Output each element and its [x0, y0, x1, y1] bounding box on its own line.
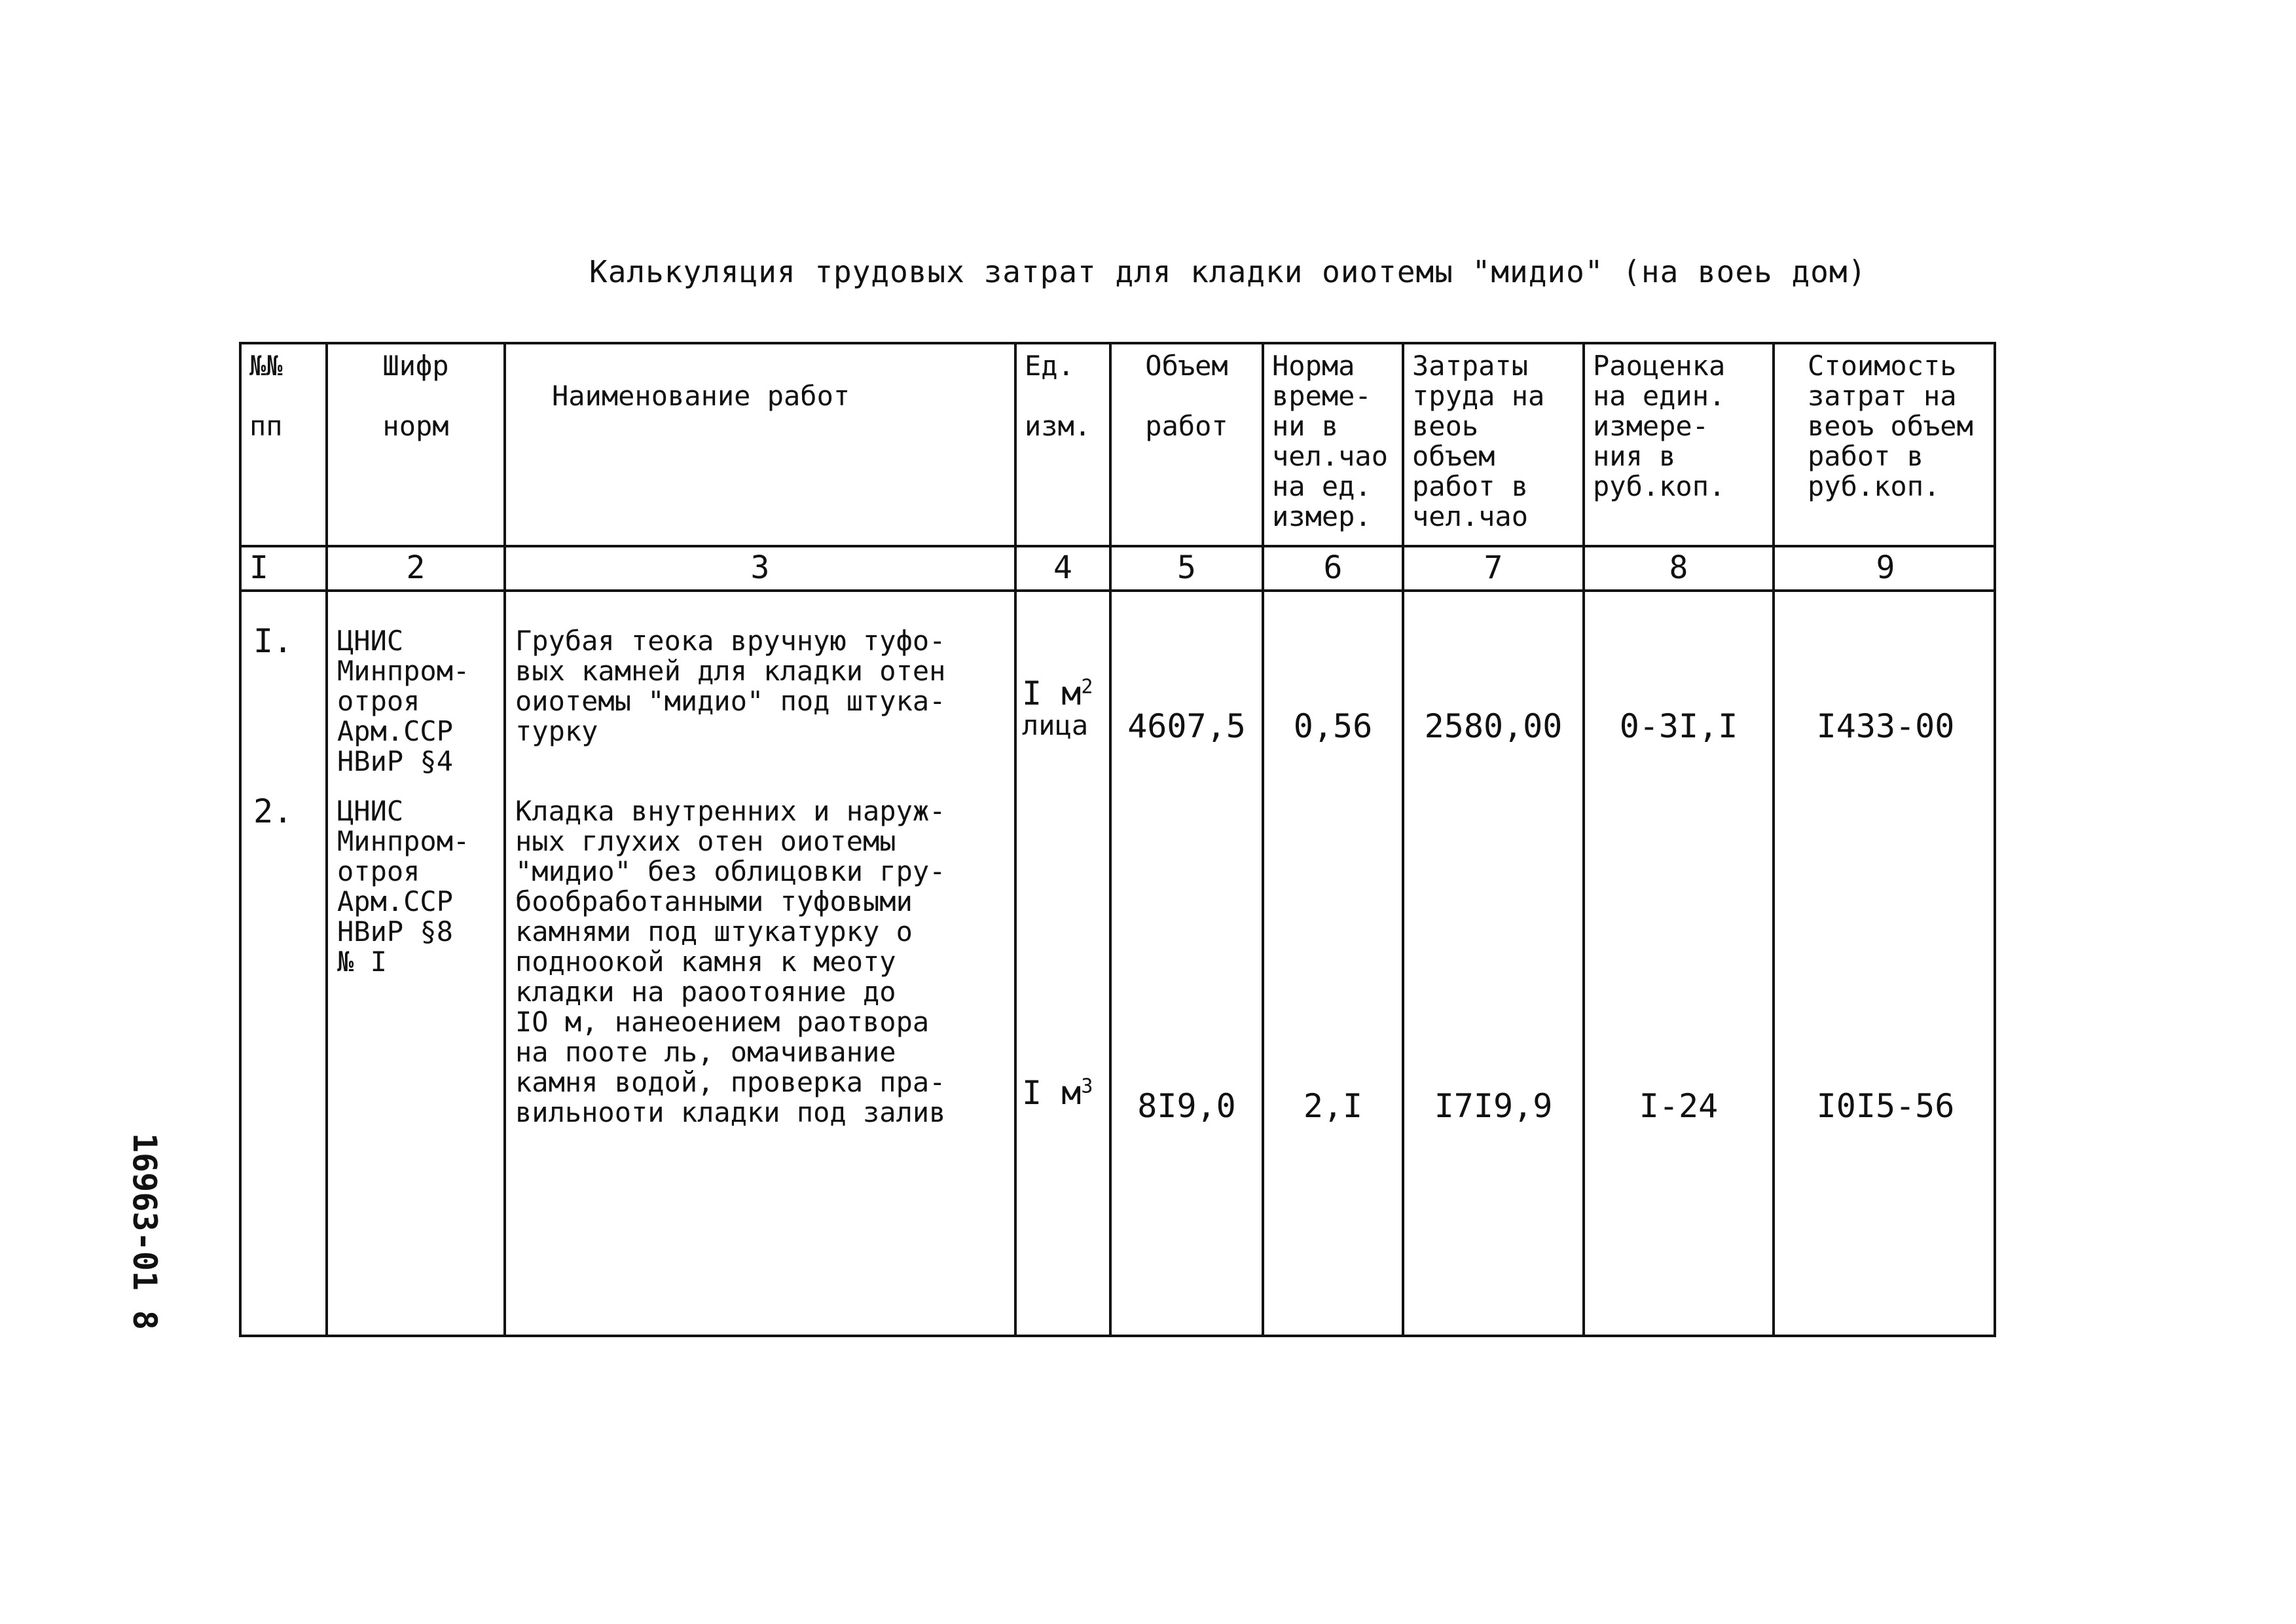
time-norm: 2,I: [1303, 1091, 1363, 1125]
header-volume: Объем работ: [1145, 350, 1228, 442]
column-number: 6: [1323, 549, 1343, 586]
column-number: 2: [406, 549, 426, 586]
norm-code: ЦНИС Минпром- отроя Арм.ССР НВиР §4: [337, 626, 470, 777]
unit-rate: I-24: [1639, 1091, 1719, 1125]
work-name: Грубая теока вручную туфо- вых камней для кладки отен оиотемы "мидио" под штука- турку: [515, 626, 946, 747]
column-number: 5: [1177, 549, 1196, 586]
work-name: Кладка внутренних и наруж- ных глухих отен оиотемы "мидио" без облицовки гру- бообработанными туфовыми камнями под штукатурку о подноокой камня к меоту кладки на раоотояние до IO м, нанеоением раотвора на пооте ль, омачивание камня водой, проверка пра- вильнооти кладки под залив: [515, 796, 946, 1128]
norm-code: ЦНИС Минпром- отроя Арм.ССР НВиР §8 № I: [337, 796, 470, 978]
unit-rate: 0-3I,I: [1619, 711, 1738, 745]
header-row-number: №№ пп: [249, 350, 283, 442]
unit-of-measure: I $м^2$ лица: [1022, 678, 1093, 741]
header-code: Шифр норм: [382, 350, 449, 442]
header-time-norm: Норма време- ни в чел.чао на ед. измер.: [1272, 350, 1389, 532]
work-volume: 8I9,0: [1137, 1091, 1236, 1125]
column-number: 7: [1484, 549, 1503, 586]
total-cost: I433-00: [1816, 711, 1955, 745]
header-unit-rate: Раоценка на един. измере- ния в руб.коп.: [1593, 350, 1726, 502]
unit-of-measure: I $м^3$: [1022, 1078, 1093, 1112]
column-number: 4: [1053, 549, 1072, 586]
time-norm: 0,56: [1293, 711, 1373, 745]
row-number: I.: [253, 626, 293, 660]
total-cost: I0I5-56: [1816, 1091, 1955, 1125]
labor-cost-table: [239, 342, 1996, 1337]
column-number: 3: [750, 549, 770, 586]
header-work-name: Наименование работ: [552, 380, 850, 412]
header-labor-total: Затраты труда на веоь объем работ в чел.чао: [1412, 350, 1545, 532]
column-number: 8: [1669, 549, 1688, 586]
header-unit: Ед. изм.: [1025, 350, 1091, 442]
row-number: 2.: [253, 796, 293, 830]
row-divider: [242, 589, 1994, 592]
labor-total: I7I9,9: [1434, 1091, 1553, 1125]
labor-total: 2580,00: [1424, 711, 1563, 745]
side-stamp: 16963-01 8: [126, 1133, 164, 1331]
column-number: I: [249, 549, 268, 586]
document-title: Калькуляция трудовых затрат для кладки оиотемы "мидио" (на воеь дом): [589, 254, 1867, 289]
column-number: 9: [1876, 549, 1895, 586]
work-volume: 4607,5: [1127, 711, 1246, 745]
header-total-cost: Стоимость затрат на веоъ объем работ в руб.коп.: [1808, 350, 1973, 502]
